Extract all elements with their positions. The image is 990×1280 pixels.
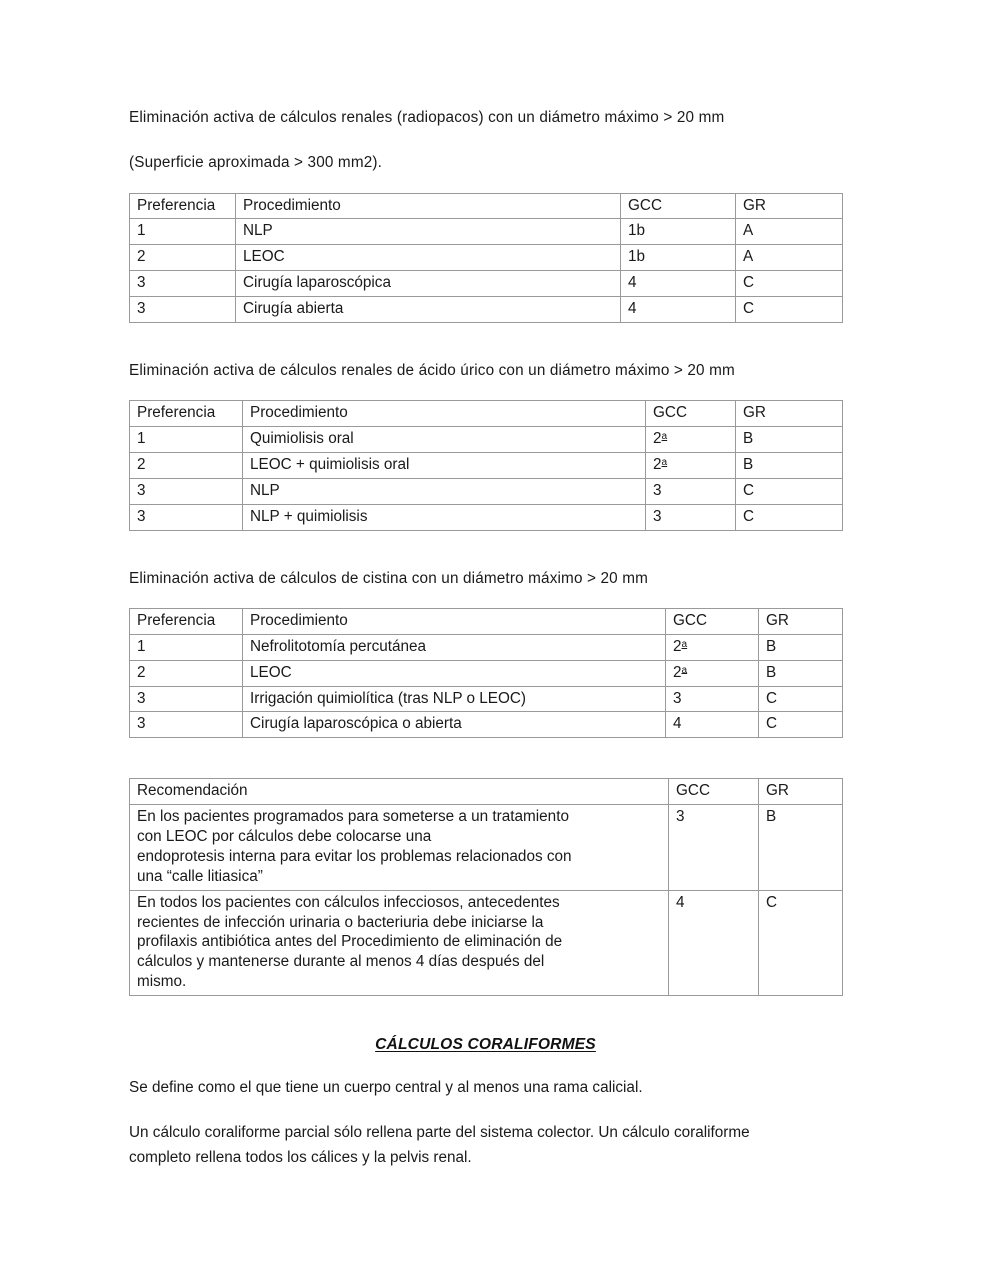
table-row xyxy=(130,271,843,297)
section-title-coraliformes: CÁLCULOS CORALIFORMES xyxy=(375,1036,596,1054)
heading-cystine-stones: Eliminación activa de cálculos de cistina con un diámetro máximo > 20 mm xyxy=(129,569,649,587)
cell-procedimiento: NLP + quimiolisis xyxy=(243,504,646,530)
cell-gcc: 3 xyxy=(666,686,759,712)
cell-gr: B xyxy=(759,634,843,660)
recommendation-line: cálculos y mantenerse durante al menos 4 días después del xyxy=(137,953,545,971)
cell-preferencia: 2 xyxy=(130,453,243,479)
column-header-preferencia: Preferencia xyxy=(130,193,236,219)
cell-gr: C xyxy=(736,271,843,297)
table-row xyxy=(130,245,843,271)
cell-procedimiento: NLP xyxy=(236,219,621,245)
cell-procedimiento: LEOC + quimiolisis oral xyxy=(243,453,646,479)
section-paragraph-1: Se define como el que tiene un cuerpo central y al menos una rama calicial. xyxy=(129,1079,643,1097)
column-header-gcc: GCC xyxy=(666,608,759,634)
cell-gr: C xyxy=(736,297,843,323)
ordinal-marker: a xyxy=(681,638,688,650)
column-header-preferencia: Preferencia xyxy=(130,608,243,634)
cell-gr: B xyxy=(736,453,843,479)
cell-preferencia: 3 xyxy=(130,686,243,712)
recommendation-line: mismo. xyxy=(137,973,187,991)
cell-gcc: 4 xyxy=(621,271,736,297)
column-header-gr: GR xyxy=(759,779,843,805)
cell-gcc: 2$^a$ xyxy=(646,453,736,479)
cell-gcc: 4 xyxy=(621,297,736,323)
cell-procedimiento: Cirugía laparoscópica o abierta xyxy=(243,712,666,738)
column-header-gr: GR xyxy=(736,401,843,427)
cell-preferencia: 3 xyxy=(130,712,243,738)
cell-procedimiento: LEOC xyxy=(243,660,666,686)
recommendation-line: recientes de infección urinaria o bacteriuria debe iniciarse la xyxy=(137,913,544,931)
cell-gcc: 2$^a$ xyxy=(666,634,759,660)
spacer xyxy=(129,1054,842,1080)
cell-gcc: 3 xyxy=(646,504,736,530)
column-header-procedimiento: Procedimiento xyxy=(243,401,646,427)
cell-preferencia: 3 xyxy=(130,478,243,504)
column-header-gr: GR xyxy=(759,608,843,634)
column-header-gcc: GCC xyxy=(621,193,736,219)
cell-gr: C xyxy=(736,504,843,530)
table-stones-radiopaque xyxy=(129,193,843,323)
table-row xyxy=(130,712,843,738)
recommendation-line: endoprotesis interna para evitar los problemas relacionados con xyxy=(137,847,572,865)
cell-gcc: 3 xyxy=(669,805,759,891)
spacer xyxy=(129,996,842,1036)
table-row xyxy=(130,219,843,245)
column-header-gr: GR xyxy=(736,193,843,219)
ordinal-marker: a xyxy=(661,430,668,442)
cell-preferencia: 1 xyxy=(130,634,243,660)
table-row xyxy=(130,478,843,504)
cell-procedimiento: Nefrolitotomía percutánea xyxy=(243,634,666,660)
cell-procedimiento: Cirugía abierta xyxy=(236,297,621,323)
cell-gcc: 1b xyxy=(621,245,736,271)
column-header-procedimiento: Procedimiento xyxy=(236,193,621,219)
column-header-gcc: GCC xyxy=(669,779,759,805)
heading-uric-acid-stones: Eliminación activa de cálculos renales de ácido úrico con un diámetro máximo > 20 mm xyxy=(129,361,735,379)
spacer xyxy=(129,586,842,608)
table-header-row xyxy=(130,193,843,219)
column-header-preferencia: Preferencia xyxy=(130,401,243,427)
cell-recomendacion xyxy=(130,890,669,995)
spacer xyxy=(129,323,842,363)
table-row xyxy=(130,453,843,479)
recommendation-line: En todos los pacientes con cálculos infecciosos, antecedentes xyxy=(137,893,560,911)
ordinal-marker: a xyxy=(681,664,688,676)
cell-procedimiento: Cirugía laparoscópica xyxy=(236,271,621,297)
table-row xyxy=(130,660,843,686)
section-paragraph-2: Un cálculo coraliforme parcial sólo rellena parte del sistema colector. Un cálculo coraliforme completo rellena todos los cálices y la pelvis renal. xyxy=(129,1124,750,1166)
cell-preferencia: 2 xyxy=(130,660,243,686)
cell-procedimiento: Irrigación quimiolítica (tras NLP o LEOC) xyxy=(243,686,666,712)
table-header-row xyxy=(130,401,843,427)
table-recommendations xyxy=(129,778,843,996)
cell-procedimiento: LEOC xyxy=(236,245,621,271)
cell-gcc: 2$^a$ xyxy=(646,427,736,453)
table-row xyxy=(130,634,843,660)
cell-gr: B xyxy=(736,427,843,453)
cell-gcc: 2$^a$ xyxy=(666,660,759,686)
table-header-row xyxy=(130,779,843,805)
cell-gcc: 3 xyxy=(646,478,736,504)
column-header-gcc: GCC xyxy=(646,401,736,427)
table-row xyxy=(130,890,843,995)
cell-preferencia: 3 xyxy=(130,504,243,530)
intro-line-2: (Superficie aproximada > 300 mm2). xyxy=(129,154,383,172)
table-row xyxy=(130,427,843,453)
cell-gr: C xyxy=(736,478,843,504)
recommendation-line: una “calle litiasica” xyxy=(137,867,263,885)
cell-gr: C xyxy=(759,712,843,738)
ordinal-marker: a xyxy=(661,456,668,468)
cell-gr: B xyxy=(759,660,843,686)
spacer xyxy=(129,125,842,155)
table-cystine-stones xyxy=(129,608,843,738)
cell-gcc: 1b xyxy=(621,219,736,245)
cell-gr: C xyxy=(759,686,843,712)
intro-line-1: Eliminación activa de cálculos renales (radiopacos) con un diámetro máximo > 20 mm xyxy=(129,109,725,126)
column-header-recomendacion: Recomendación xyxy=(130,779,669,805)
spacer xyxy=(129,531,842,571)
table-row xyxy=(130,297,843,323)
table-uric-acid-stones xyxy=(129,400,843,530)
cell-preferencia: 1 xyxy=(130,427,243,453)
table-row xyxy=(130,504,843,530)
cell-preferencia: 2 xyxy=(130,245,236,271)
cell-gr: B xyxy=(759,805,843,891)
cell-gr: A xyxy=(736,219,843,245)
cell-gcc: 4 xyxy=(669,890,759,995)
cell-gr: A xyxy=(736,245,843,271)
column-header-procedimiento: Procedimiento xyxy=(243,608,666,634)
spacer xyxy=(129,738,842,778)
spacer xyxy=(129,1095,842,1121)
spacer xyxy=(129,171,842,193)
spacer xyxy=(129,378,842,400)
cell-gr: C xyxy=(759,890,843,995)
cell-recomendacion xyxy=(130,805,669,891)
cell-preferencia: 1 xyxy=(130,219,236,245)
recommendation-line: En los pacientes programados para someterse a un tratamiento xyxy=(137,808,569,826)
table-row xyxy=(130,805,843,891)
recommendation-line: profilaxis antibiótica antes del Procedimiento de eliminación de xyxy=(137,933,563,951)
cell-procedimiento: Quimiolisis oral xyxy=(243,427,646,453)
recommendation-line: con LEOC por cálculos debe colocarse una xyxy=(137,828,432,846)
cell-gcc: 4 xyxy=(666,712,759,738)
cell-preferencia: 3 xyxy=(130,297,236,323)
cell-procedimiento: NLP xyxy=(243,478,646,504)
table-row xyxy=(130,686,843,712)
table-header-row xyxy=(130,608,843,634)
cell-preferencia: 3 xyxy=(130,271,236,297)
